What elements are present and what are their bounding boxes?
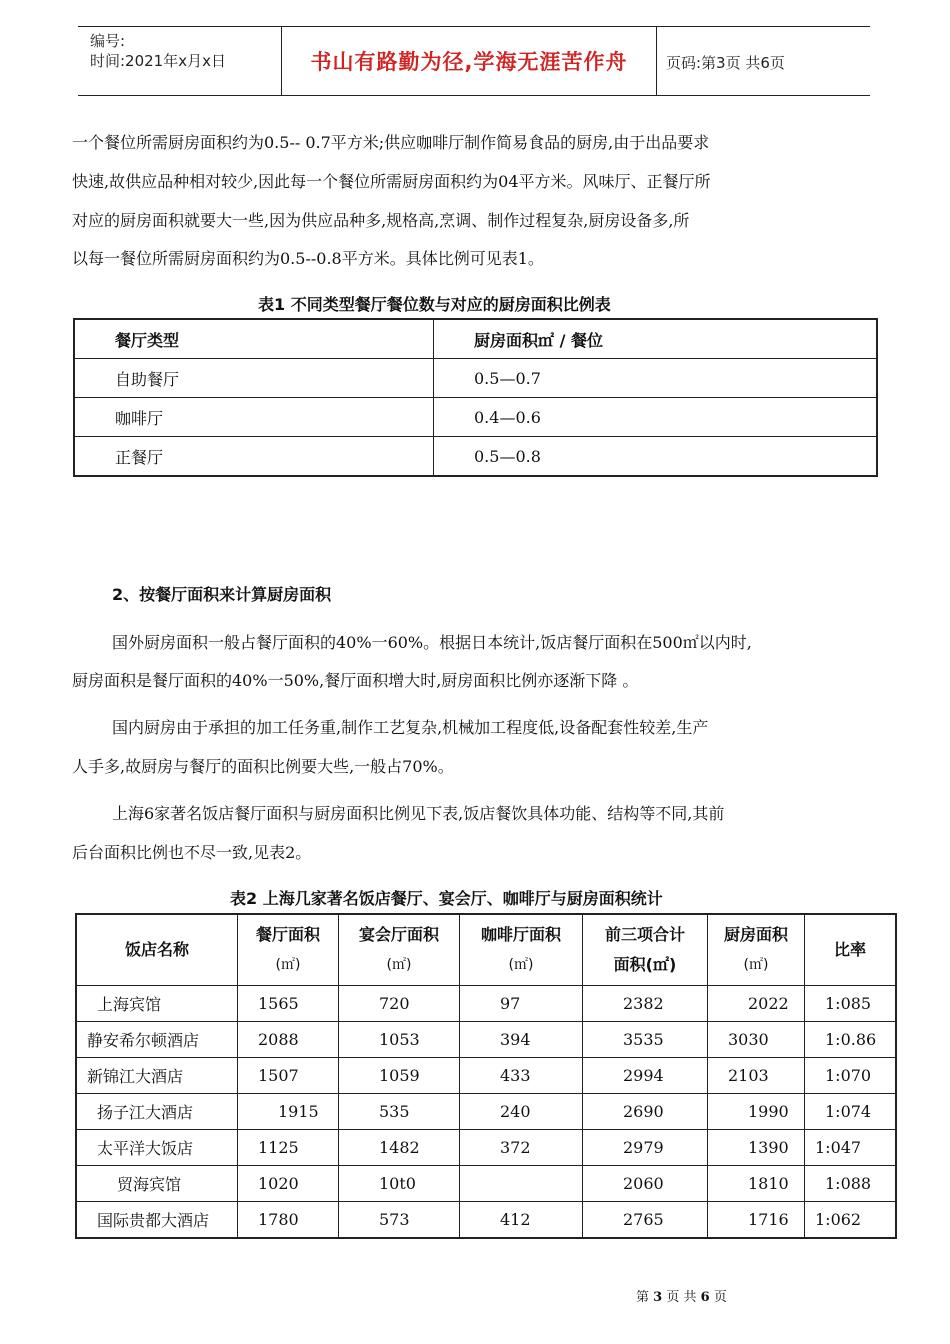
- hotel-name-cell: 上海宾馆: [76, 986, 238, 1022]
- table2-cell: 2690: [583, 1094, 708, 1130]
- table2-cell: 3030: [708, 1022, 805, 1058]
- table-row: [74, 398, 877, 437]
- header-top-rule: [78, 26, 870, 27]
- table2-header-cell: [708, 914, 805, 986]
- table1-cell: 咖啡厅: [74, 398, 434, 437]
- table2-header-title: 厨房面积: [723, 925, 788, 944]
- table-row: [76, 1094, 896, 1130]
- intro-line: 以每一餐位所需厨房面积约为0.5--0.8平方米。具体比例可见表1。: [72, 249, 544, 268]
- table1-header-cell: 餐厅类型: [74, 319, 434, 359]
- hotel-name-cell: 太平洋大饭店: [76, 1130, 238, 1166]
- table2-cell: 1:0.86: [805, 1022, 897, 1058]
- table1-caption: 表1 不同类型餐厅餐位数与对应的厨房面积比例表: [258, 295, 611, 314]
- table1-cell: 正餐厅: [74, 437, 434, 477]
- table2-header-cell: [76, 914, 238, 986]
- section2-p2-line: 人手多,故厨房与餐厅的面积比例要大些,一般占70%。: [72, 757, 454, 776]
- table-header-row: [74, 319, 877, 359]
- table2-header-title: 宴会厅面积: [358, 925, 439, 944]
- header-page-info: 页码:第3页 共6页: [666, 54, 785, 72]
- table-row: [74, 359, 877, 398]
- table2-header-unit: (㎡): [743, 957, 769, 973]
- table-row: [76, 1058, 896, 1094]
- header-bottom-rule: [78, 95, 870, 96]
- hotel-name-cell: 贸海宾馆: [76, 1166, 238, 1202]
- table2-cell: 573: [339, 1202, 460, 1239]
- section2-p1-line: 厨房面积是餐厅面积的40%一50%,餐厅面积增大时,厨房面积比例亦逐渐下降 。: [72, 671, 639, 690]
- table2-cell: 720: [339, 986, 460, 1022]
- table2-cell: 372: [460, 1130, 583, 1166]
- table1: [73, 318, 878, 477]
- table2-cell: 1990: [708, 1094, 805, 1130]
- header-number-label: 编号:: [90, 32, 126, 50]
- table1-cell: 0.4—0.6: [434, 398, 878, 437]
- footer-total-pages: 6: [700, 1290, 710, 1305]
- intro-line: 快速,故供应品种相对较少,因此每一个餐位所需厨房面积约为04平方米。风味厅、正餐厅所: [72, 172, 711, 191]
- footer-post: 页: [713, 1290, 727, 1305]
- table2-cell: 433: [460, 1058, 583, 1094]
- table2-cell: 394: [460, 1022, 583, 1058]
- table2-cell: 1810: [708, 1166, 805, 1202]
- table2-cell: 1716: [708, 1202, 805, 1239]
- table2-cell: 97: [460, 986, 583, 1022]
- table2-cell: 1:085: [805, 986, 897, 1022]
- table-row: [76, 986, 896, 1022]
- table2-header-unit: (㎡): [508, 957, 534, 973]
- hotel-name-cell: 静安希尔顿酒店: [76, 1022, 238, 1058]
- table1-header-cell: 厨房面积㎡ / 餐位: [434, 319, 878, 359]
- footer-mid: 页 共: [666, 1290, 697, 1305]
- table2-caption: 表2 上海几家著名饭店餐厅、宴会厅、咖啡厅与厨房面积统计: [230, 889, 663, 908]
- table2-cell: 1020: [238, 1166, 339, 1202]
- table2-header-cell: [460, 914, 583, 986]
- table2-cell: 412: [460, 1202, 583, 1239]
- table2-cell: 1053: [339, 1022, 460, 1058]
- table2-cell: 1915: [238, 1094, 339, 1130]
- table2-header-unit: 面积(㎡): [613, 955, 677, 974]
- table2-cell: 1:047: [805, 1130, 897, 1166]
- table-row: [76, 1022, 896, 1058]
- table2-cell: 1390: [708, 1130, 805, 1166]
- table2-cell: 1:088: [805, 1166, 897, 1202]
- table-row: [76, 1130, 896, 1166]
- table2-cell: 2994: [583, 1058, 708, 1094]
- table2-header-title: 咖啡厅面积: [480, 925, 561, 944]
- section2-p1-line: 国外厨房面积一般占餐厅面积的40%一60%。根据日本统计,饭店餐厅面积在500㎡以内时,: [112, 633, 752, 652]
- table2-cell: 2060: [583, 1166, 708, 1202]
- footer-page-number: 3: [653, 1290, 663, 1305]
- section2-heading: 2、按餐厅面积来计算厨房面积: [112, 585, 332, 604]
- page-footer: [636, 1286, 727, 1305]
- table2-cell: 1:070: [805, 1058, 897, 1094]
- table2-header-title: 比率: [833, 940, 866, 959]
- table2-cell: 2103: [708, 1058, 805, 1094]
- table-row: [76, 1166, 896, 1202]
- table-row: [74, 437, 877, 477]
- table2-cell: 1507: [238, 1058, 339, 1094]
- header-divider-right: [656, 26, 657, 95]
- table2-cell: 1059: [339, 1058, 460, 1094]
- table-header-row: [76, 914, 896, 986]
- intro-line: 对应的厨房面积就要大一些,因为供应品种多,规格高,烹调、制作过程复杂,厨房设备多,所: [72, 211, 690, 230]
- header-time-label: 时间:2021年x月x日: [90, 52, 226, 70]
- table2: [75, 913, 897, 1239]
- table2-cell: 535: [339, 1094, 460, 1130]
- table-row: [76, 1202, 896, 1239]
- hotel-name-cell: 新锦江大酒店: [76, 1058, 238, 1094]
- section2-p3-line: 上海6家著名饭店餐厅面积与厨房面积比例见下表,饭店餐饮具体功能、结构等不同,其前: [112, 804, 725, 823]
- table2-header-title: 前三项合计: [604, 925, 685, 944]
- table1-cell: 0.5—0.8: [434, 437, 878, 477]
- hotel-name-cell: 扬子江大酒店: [76, 1094, 238, 1130]
- table2-cell: 3535: [583, 1022, 708, 1058]
- table2-cell: 1:074: [805, 1094, 897, 1130]
- table2-cell: [460, 1166, 583, 1202]
- section2-p2-line: 国内厨房由于承担的加工任务重,制作工艺复杂,机械加工程度低,设备配套性较差,生产: [112, 718, 709, 737]
- table2-cell: 2979: [583, 1130, 708, 1166]
- table1-cell: 自助餐厅: [74, 359, 434, 398]
- table2-header-cell: [583, 914, 708, 986]
- table2-cell: 1125: [238, 1130, 339, 1166]
- intro-line: 一个餐位所需厨房面积约为0.5-- 0.7平方米;供应咖啡厅制作简易食品的厨房,由于出品要求: [72, 133, 710, 152]
- table2-header-unit: (㎡): [386, 957, 412, 973]
- section2-p3-line: 后台面积比例也不尽一致,见表2。: [72, 843, 312, 862]
- table1-cell: 0.5—0.7: [434, 359, 878, 398]
- table2-cell: 1780: [238, 1202, 339, 1239]
- table2-header-title: 饭店名称: [124, 940, 189, 959]
- table2-header-unit: (㎡): [275, 957, 301, 973]
- table2-cell: 10t0: [339, 1166, 460, 1202]
- table2-header-title: 餐厅面积: [255, 925, 320, 944]
- table2-cell: 2022: [708, 986, 805, 1022]
- table2-header-cell: [339, 914, 460, 986]
- table2-header-cell: [238, 914, 339, 986]
- footer-pre: 第: [636, 1290, 650, 1305]
- table2-cell: 1565: [238, 986, 339, 1022]
- table2-cell: 240: [460, 1094, 583, 1130]
- table2-cell: 1482: [339, 1130, 460, 1166]
- hotel-name-cell: 国际贵都大酒店: [76, 1202, 238, 1239]
- header-motto: 书山有路勤为径,学海无涯苦作舟: [310, 50, 628, 74]
- table2-header-cell: [805, 914, 897, 986]
- table2-cell: 2382: [583, 986, 708, 1022]
- table2-cell: 1:062: [805, 1202, 897, 1239]
- table2-cell: 2765: [583, 1202, 708, 1239]
- table2-cell: 2088: [238, 1022, 339, 1058]
